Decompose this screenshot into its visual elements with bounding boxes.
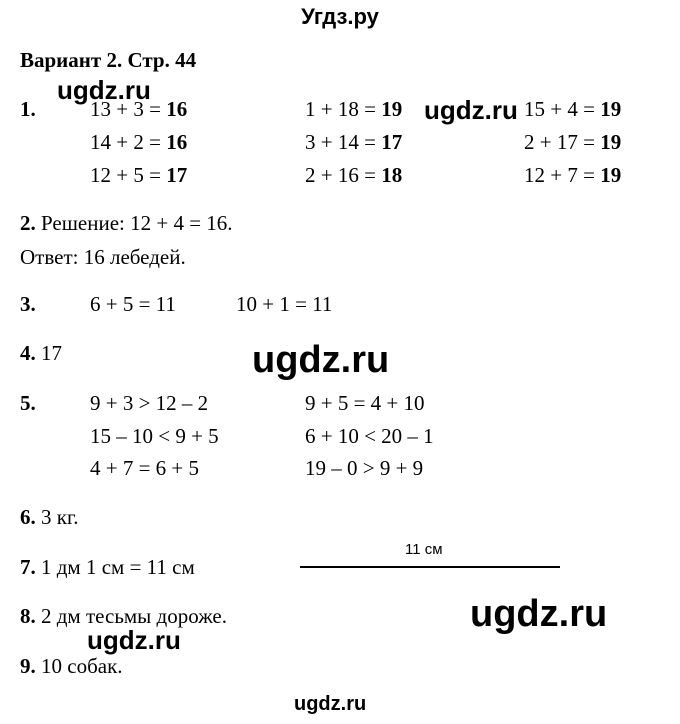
task-3-number: 3. [20, 292, 36, 316]
watermark: ugdz.ru [252, 339, 390, 381]
task-5-comparison: 4 + 7 = 6 + 5 [90, 456, 200, 480]
task-1-number: 1. [20, 97, 36, 121]
task-7-answer: 7. 1 дм 1 см = 11 см [20, 555, 195, 579]
task-5-comparison: 9 + 3 > 12 – 2 [90, 391, 209, 415]
task-5-comparison: 19 – 0 > 9 + 9 [305, 456, 424, 480]
task-6-answer: 6. 3 кг. [20, 505, 79, 529]
task-4-answer: 4. 17 [20, 341, 62, 365]
task-1-item: 3 + 14 = 17 [305, 130, 403, 154]
task-2-solution: 2. Решение: 12 + 4 = 16. [20, 211, 233, 235]
task-5-comparison: 9 + 5 = 4 + 10 [305, 391, 425, 415]
watermark: ugdz.ru [294, 693, 367, 715]
task-1-item: 2 + 16 = 18 [305, 163, 403, 187]
task-9-answer: 9. 10 собак. [20, 654, 123, 678]
task-1-item: 14 + 2 = 16 [90, 130, 188, 154]
page-title: Вариант 2. Стр. 44 [20, 48, 197, 72]
segment-label: 11 см [405, 541, 443, 558]
watermark: ugdz.ru [57, 75, 151, 105]
task-1-item: 2 + 17 = 19 [524, 130, 622, 154]
watermark: ugdz.ru [424, 95, 518, 125]
task-5-comparison: 6 + 10 < 20 – 1 [305, 424, 434, 448]
task-1-item: 12 + 5 = 17 [90, 163, 188, 187]
site-header: Угдз.ру [301, 4, 379, 29]
task-2-answer: Ответ: 16 лебедей. [20, 245, 186, 269]
watermark: ugdz.ru [87, 625, 181, 655]
task-3-expr: 6 + 5 = 11 [90, 292, 176, 316]
task-8-answer: 8. 2 дм тесьмы дороже. [20, 604, 228, 628]
watermark: ugdz.ru [470, 593, 608, 635]
task-1-item: 12 + 7 = 19 [524, 163, 622, 187]
task-1-item: 1 + 18 = 19 [305, 97, 403, 121]
task-1-item: 13 + 3 = 16 [90, 97, 188, 121]
task-1-item: 15 + 4 = 19 [524, 97, 622, 121]
task-3-expr: 10 + 1 = 11 [236, 292, 333, 316]
task-5-number: 5. [20, 391, 36, 415]
task-5-comparison: 15 – 10 < 9 + 5 [90, 424, 219, 448]
segment-line [300, 566, 560, 568]
